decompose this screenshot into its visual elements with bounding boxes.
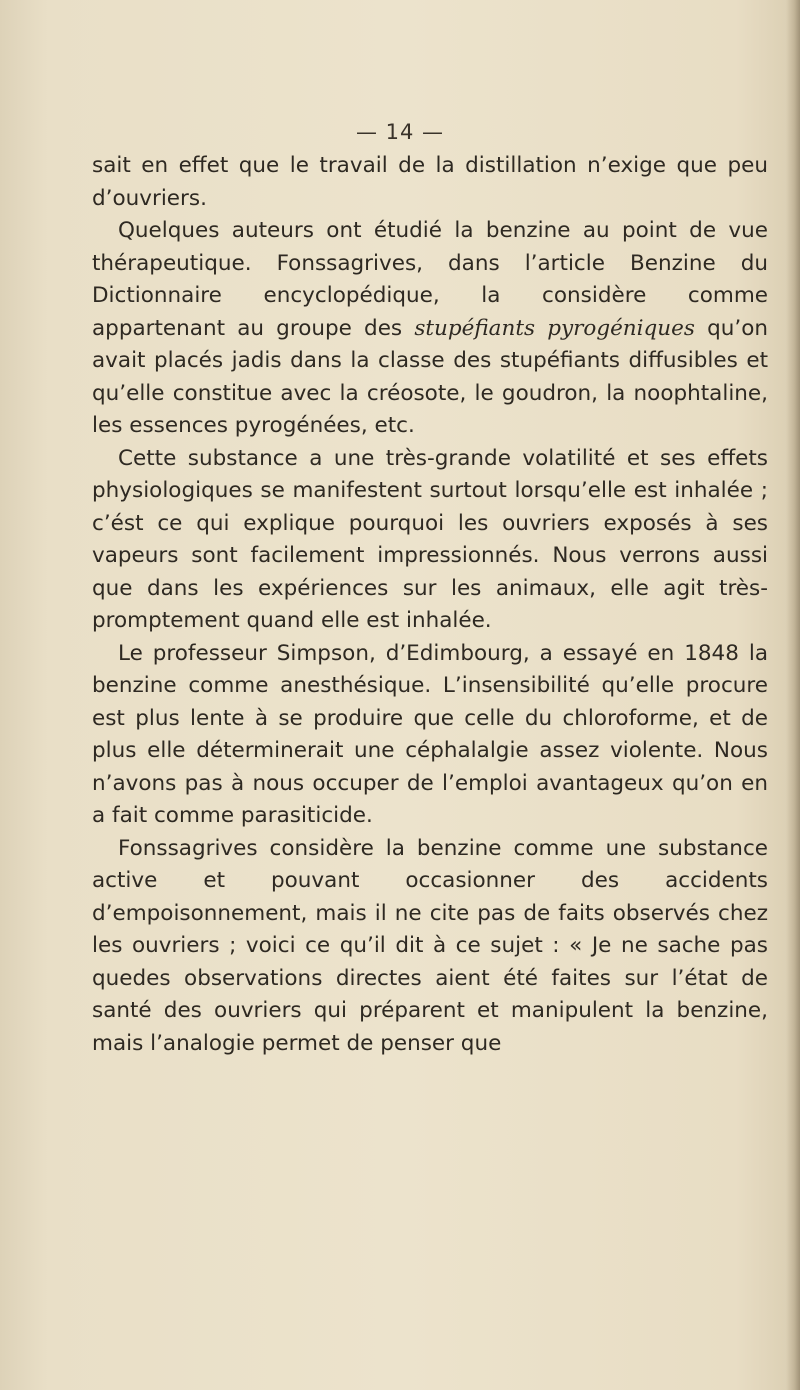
paragraph-5: Fonssagrives considère la benzine comme une substance active et pouvant occasionner des accidents d’empoisonnement, mais il ne cite pas de faits observés chez les ouvriers ; voici ce qu’il dit à ce sujet : « Je ne sache pas quedes observations directes aient été faites sur l’état de santé des ouvriers qui préparent et manipulent la benzine, mais l’analogie permet de penser que [92,835,768,1056]
paragraph-3: Cette substance a une très-grande volatilité et ses effets physiologiques se manifestent surtout lorsqu’elle est inhalée ; c’ést ce qui explique pourquoi les ouvriers exposés à ses vapeurs sont facilement impressionnés. Nous verrons aussi que dans les expériences sur les animaux, elle agit très-promptement quand elle est inhalée. [92,445,768,633]
page-edge-shadow [786,0,800,1390]
body-text [92,150,768,1060]
italic-term: stupéfiants pyrogéniques [414,315,695,341]
paragraph-2 [92,215,768,443]
paragraph-2-text-start: Quelques auteurs ont étudié la benzine au point de vue thérapeutique. Fonssagrives, dans l’article Benzine du Dictionnaire encyclopédique, la considère comme appartenant au groupe des [92,218,768,341]
paragraph-1: sait en effet que le travail de la distillation n’exige que peu d’ouvriers. [92,153,768,211]
paragraph-4: Le professeur Simpson, d’Edimbourg, a essayé en 1848 la benzine comme anesthésique. L’insensibilité qu’elle procure est plus lente à se produire que celle du chloroforme, et de plus elle déterminerait une céphalalgie assez violente. Nous n’avons pas à nous occuper de l’emploi avantageux qu’on en a fait comme parasiticide. [92,640,768,828]
paragraph-2-text-end: qu’on avait placés jadis dans la classe des stupéfiants diffusibles et qu’elle constitue avec la créosote, le goudron, la noophtaline, les essences pyrogénées, etc. [92,315,768,438]
page-number: — 14 — [355,120,445,144]
